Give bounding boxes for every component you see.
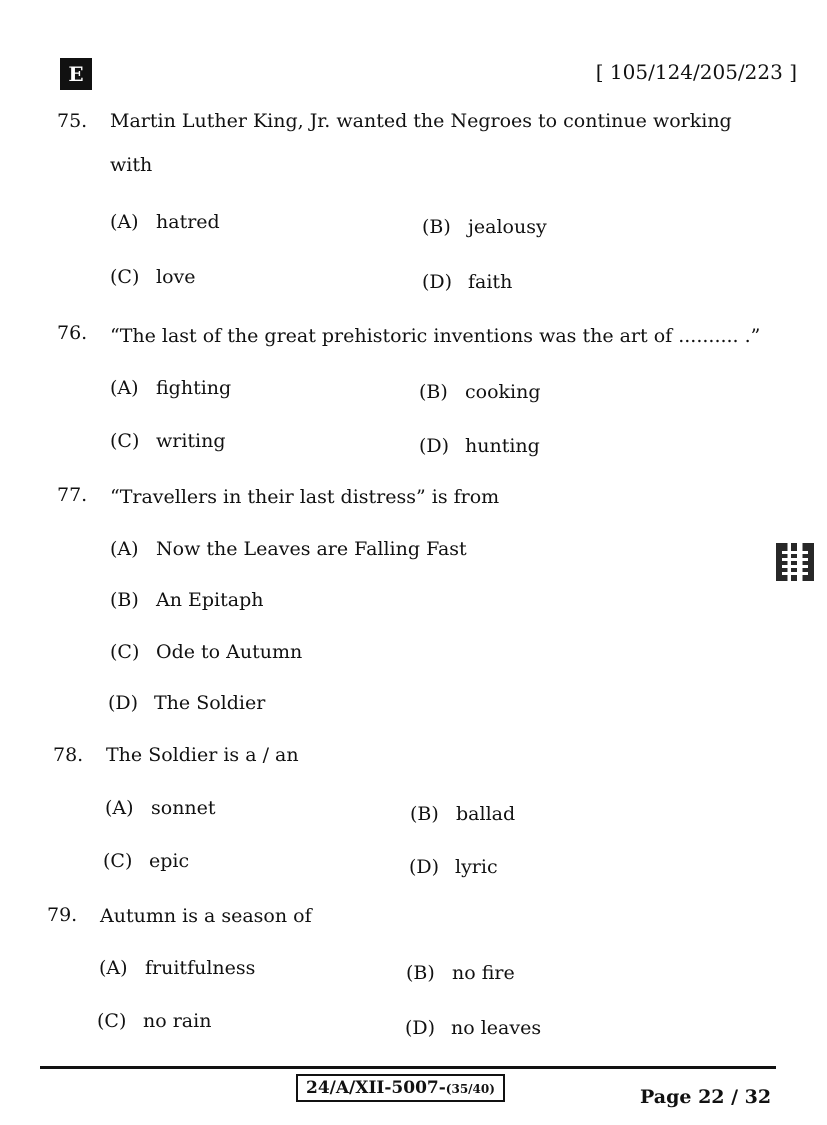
option-c: (C) writing (110, 430, 226, 452)
option-c: (C) no rain (97, 1010, 212, 1032)
question-number: 78. (53, 744, 84, 766)
option-b: (B) cooking (419, 381, 541, 403)
option-b: (B) jealousy (422, 216, 547, 238)
option-d: (D) The Soldier (108, 692, 266, 714)
option-d: (D) no leaves (405, 1017, 542, 1039)
option-c: (C) epic (103, 850, 190, 872)
question-text: The Soldier is a / an (106, 744, 299, 766)
option-a: (A) fruitfulness (99, 957, 256, 979)
question-number: 77. (57, 484, 88, 506)
qr-code-icon (776, 543, 814, 581)
option-b: (B) ballad (410, 803, 516, 825)
question-text: “The last of the great prehistoric inventions was the art of .......... .” (110, 325, 761, 347)
option-b: (B) An Epitaph (110, 589, 264, 611)
option-a: (A) sonnet (105, 797, 216, 819)
set-badge: E (60, 58, 92, 90)
option-c: (C) love (110, 266, 196, 288)
option-a: (A) Now the Leaves are Falling Fast (110, 538, 467, 560)
question-number: 79. (47, 904, 78, 926)
question-text: “Travellers in their last distress” is from (110, 486, 500, 508)
question-text-continued: with (110, 154, 153, 176)
option-a: (A) fighting (110, 377, 232, 399)
question-text: Autumn is a season of (100, 905, 312, 927)
option-a: (A) hatred (110, 211, 220, 233)
question-number: 75. (57, 110, 88, 132)
question-text: Martin Luther King, Jr. wanted the Negroes to continue working (110, 110, 732, 132)
option-d: (D) hunting (419, 435, 540, 457)
paper-code: [ 105/124/205/223 ] (595, 60, 797, 84)
question-number: 76. (57, 322, 88, 344)
option-d: (D) lyric (409, 856, 498, 878)
footer-divider (40, 1066, 776, 1069)
option-d: (D) faith (422, 271, 513, 293)
option-b: (B) no fire (406, 962, 515, 984)
page-number: Page 22 / 32 (640, 1086, 772, 1108)
option-c: (C) Ode to Autumn (110, 641, 303, 663)
footer-paper-code: 24/A/XII-5007-(35/40) (296, 1074, 505, 1102)
